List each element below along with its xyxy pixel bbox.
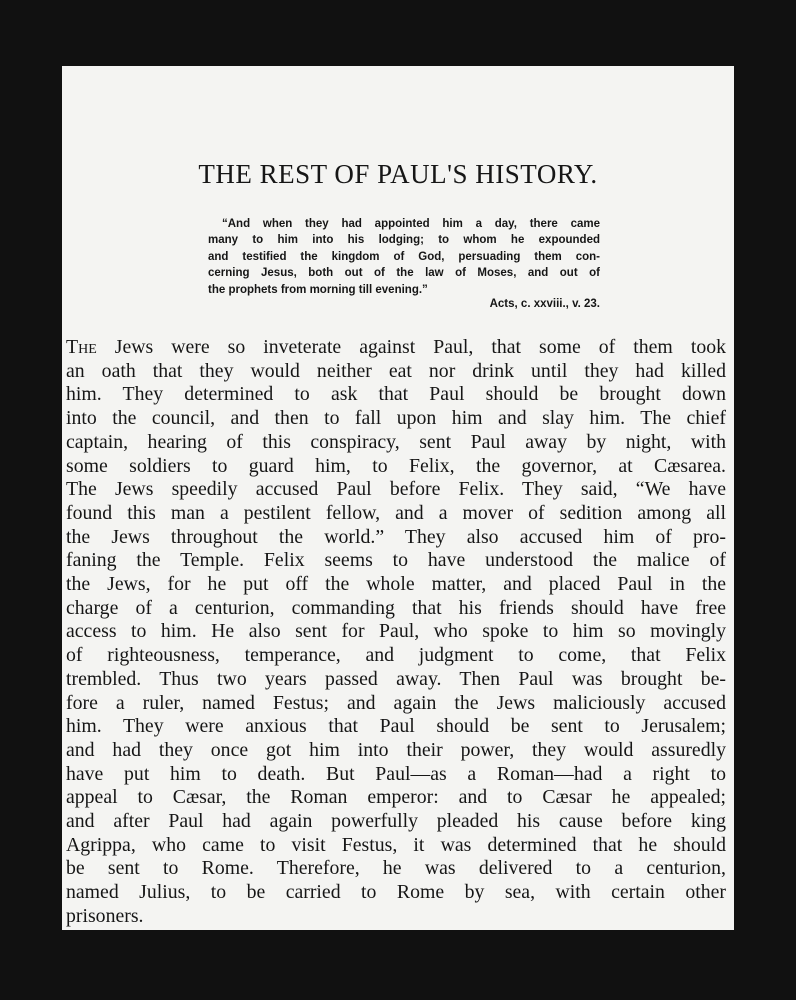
body-line: found this man a pestilent fellow, and a mover of sedition among all xyxy=(66,501,726,524)
body-line: him. They were anxious that Paul should be sent to Jerusalem; xyxy=(66,715,726,738)
body-line: appeal to Cæsar, the Roman emperor: and to Cæsar he appealed; xyxy=(66,786,726,809)
body-line: Agrippa, who came to visit Festus, it was determined that he should xyxy=(66,833,726,856)
body-line: and after Paul had again powerfully pleaded his cause before king xyxy=(66,810,726,833)
page-title: THE REST OF PAUL'S HISTORY. xyxy=(198,159,598,189)
epigraph-citation: Acts, c. xxviii., v. 23. xyxy=(489,298,600,310)
body-line: an oath that they would neither eat nor drink until they had killed xyxy=(66,359,726,382)
body-line: be sent to Rome. Therefore, he was delivered to a centurion, xyxy=(66,857,726,880)
body-line: captain, hearing of this conspiracy, sent Paul away by night, with xyxy=(66,430,726,453)
body-line: prisoners. xyxy=(66,904,144,927)
body-line: some soldiers to guard him, to Felix, the governor, at Cæsarea. xyxy=(66,454,726,477)
body-line: him. They determined to ask that Paul should be brought down xyxy=(66,383,726,406)
body-line: and had they once got him into their power, they would assuredly xyxy=(66,738,726,761)
body-line: of righteousness, temperance, and judgment to come, that Felix xyxy=(66,644,726,667)
body-line: named Julius, to be carried to Rome by sea, with certain other xyxy=(66,881,726,904)
printed-page xyxy=(62,66,734,930)
body-line: access to him. He also sent for Paul, who spoke to him so movingly xyxy=(66,620,726,643)
epigraph-line: the prophets from morning till evening.” xyxy=(208,283,428,296)
epigraph-line: “And when they had appointed him a day, there came xyxy=(222,218,600,230)
lead-word: The xyxy=(66,336,97,358)
body-line: trembled. Thus two years passed away. Then Paul was brought be- xyxy=(66,667,726,690)
body-line: fore a ruler, named Festus; and again the Jews maliciously accused xyxy=(66,691,726,714)
body-line: charge of a centurion, commanding that his friends should have free xyxy=(66,596,726,619)
body-text xyxy=(66,336,726,929)
body-line: have put him to death. But Paul—as a Roman—had a right to xyxy=(66,762,726,785)
epigraph-line: and testified the kingdom of God, persuading them con- xyxy=(208,250,600,263)
body-line: faning the Temple. Felix seems to have understood the malice of xyxy=(66,549,726,572)
body-line: the Jews, for he put off the whole matter, and placed Paul in the xyxy=(66,573,726,596)
body-line: The Jews speedily accused Paul before Felix. They said, “We have xyxy=(66,478,726,501)
epigraph-line: many to him into his lodging; to whom he expounded xyxy=(208,234,600,247)
body-line: into the council, and then to fall upon him and slay him. The chief xyxy=(66,407,726,430)
body-line-rest: Jews were so inveterate against Paul, that some of them took xyxy=(96,336,726,358)
epigraph-quote xyxy=(208,216,600,298)
epigraph-line: cerning Jesus, both out of the law of Moses, and out of xyxy=(208,267,600,280)
body-line xyxy=(66,336,726,360)
body-line: the Jews throughout the world.” They also accused him of pro- xyxy=(66,525,726,548)
